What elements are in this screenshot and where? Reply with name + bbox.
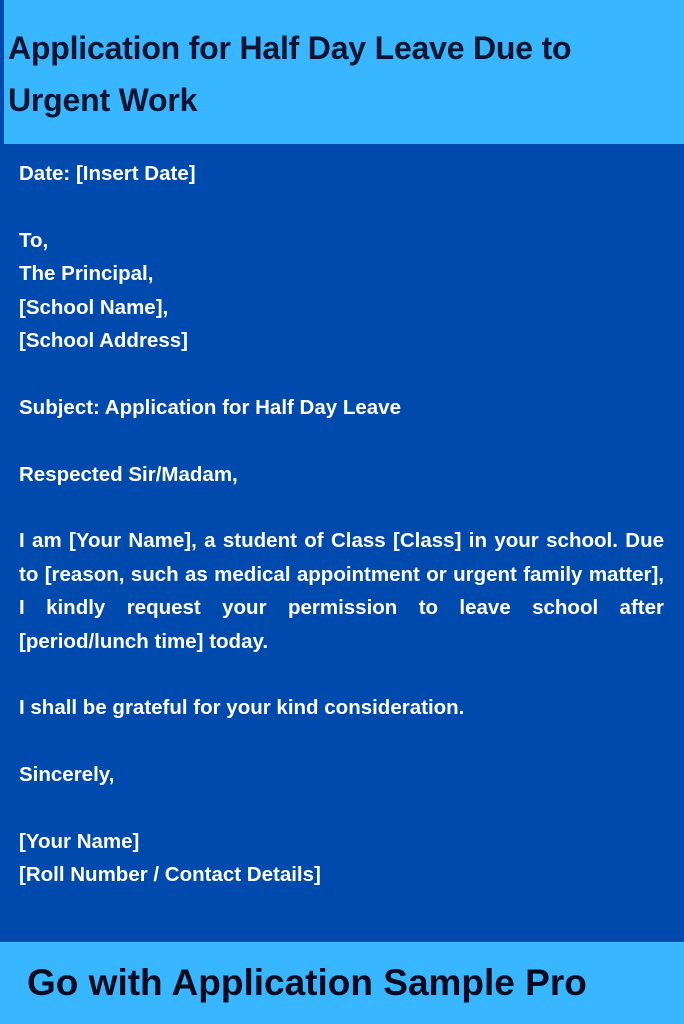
letter-date: Date: [Insert Date] xyxy=(19,162,196,185)
spacer xyxy=(19,658,664,691)
letter-school-address: [School Address] xyxy=(19,329,188,353)
letter-main-paragraph: I am [Your Name], a student of Class [Class] in your school. Due to [reason, such as medical appointment or urgent family matter], I kindly request your permission to leave school after [period/lunch time] today. xyxy=(19,529,664,653)
letter-closing: Sincerely, xyxy=(19,763,115,787)
spacer xyxy=(19,725,664,758)
letter-gratitude: I shall be grateful for your kind consideration. xyxy=(19,696,465,720)
letter-recipient: The Principal, xyxy=(19,262,154,286)
title-banner xyxy=(0,0,684,144)
page-title: Application for Half Day Leave Due to Urgent Work xyxy=(8,30,572,118)
letter-school-name: [School Name], xyxy=(19,295,169,319)
spacer xyxy=(19,491,664,524)
spacer xyxy=(19,190,664,223)
letter-subject: Subject: Application for Half Day Leave xyxy=(19,395,401,419)
letter-to: To, xyxy=(19,228,49,252)
letter-sender-details: [Roll Number / Contact Details] xyxy=(19,863,321,887)
footer-banner xyxy=(0,942,684,1024)
footer-text: Go with Application Sample Pro xyxy=(27,962,587,1003)
letter-salutation: Respected Sir/Madam, xyxy=(19,462,238,486)
spacer xyxy=(19,424,664,457)
spacer xyxy=(19,792,664,825)
spacer xyxy=(19,357,664,390)
letter-sender-name: [Your Name] xyxy=(19,830,140,854)
letter-body xyxy=(19,157,664,892)
